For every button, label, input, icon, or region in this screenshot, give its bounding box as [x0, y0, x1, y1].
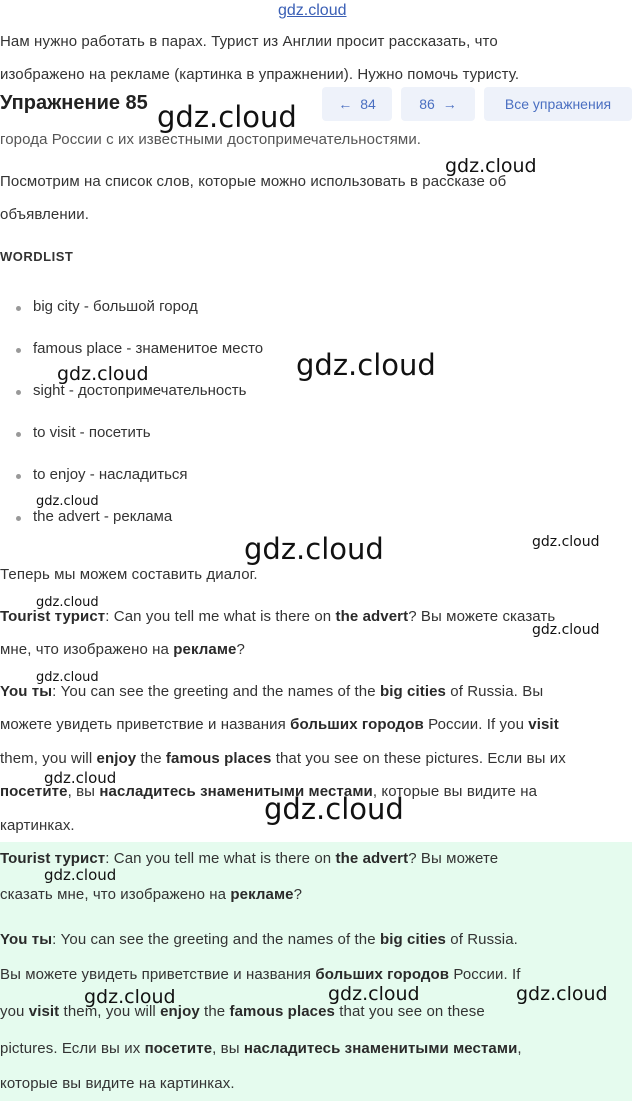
wordlist-intro-line-2: объявлении. — [0, 206, 89, 223]
wordlist-item-text: famous place - знаменитое место — [33, 340, 264, 357]
watermark-small: gdz.cloud — [36, 670, 99, 685]
bullet-icon — [16, 306, 21, 311]
green-answer-line-5: которые вы видите на картинках. — [0, 1075, 235, 1092]
watermark-medium: gdz.cloud — [84, 986, 176, 1008]
wordlist-item-text: to visit - посетить — [33, 424, 151, 441]
wordlist-item — [16, 340, 263, 357]
dialog-answer-line-5: картинках. — [0, 817, 75, 834]
dialog-question-line-2: мне, что изображено на рекламе? — [0, 641, 245, 658]
dialog-question-line-1: Tourist турист: Can you tell me what is there on the advert? Вы можете сказать — [0, 608, 556, 625]
wordlist-item-text: sight - достопримечательность — [33, 382, 247, 399]
bullet-icon — [16, 348, 21, 353]
wordlist-intro-line-1: Посмотрим на список слов, которые можно использовать в рассказе об — [0, 173, 507, 190]
wordlist-item-text: the advert - реклама — [33, 508, 173, 525]
watermark-medium: gdz.cloud — [328, 983, 420, 1005]
watermark-medium: gdz.cloud — [516, 983, 608, 1005]
dialog-answer-line-1: You ты: You can see the greeting and the names of the big cities of Russia. Вы — [0, 683, 544, 700]
watermark-small: gdz.cloud — [36, 494, 99, 509]
dialog-answer-line-3: them, you will enjoy the famous places that you see on these pictures. Если вы их — [0, 750, 566, 767]
watermark-small: gdz.cloud — [36, 595, 99, 610]
wordlist-item-text: big city - большой город — [33, 298, 198, 315]
watermark-large: gdz.cloud — [157, 100, 297, 134]
watermark-top: gdz.cloud — [278, 2, 347, 19]
dialog-intro: Теперь мы можем составить диалог. — [0, 566, 258, 583]
dialog-answer-line-2: можете увидеть приветствие и названия больших городов России. If you visit — [0, 716, 559, 733]
bullet-icon — [16, 390, 21, 395]
dialog-answer-line-4: посетите, вы насладитесь знаменитыми местами, которые вы видите на — [0, 783, 538, 800]
prev-exercise-label: 84 — [360, 96, 376, 112]
next-exercise-button[interactable] — [401, 87, 475, 121]
watermark-large: gdz.cloud — [296, 348, 436, 382]
all-exercises-button[interactable] — [484, 87, 632, 121]
watermark-large: gdz.cloud — [264, 792, 404, 826]
watermark-medium: gdz.cloud — [445, 155, 537, 177]
green-answer-line-3: you visit them, you will enjoy the famous places that you see on these — [0, 1003, 485, 1020]
page-title: Упражнение 85 — [0, 92, 148, 114]
green-question-line-1: Tourist турист: Can you tell me what is there on the advert? Вы можете — [0, 850, 499, 867]
prev-exercise-button[interactable] — [322, 87, 392, 121]
green-answer-line-1: You ты: You can see the greeting and the names of the big cities of Russia. — [0, 931, 518, 948]
wordlist-heading: WORDLIST — [0, 249, 74, 264]
green-answer-line-2: Вы можете увидеть приветствие и названия больших городов России. If — [0, 966, 521, 983]
watermark-medium: gdz.cloud — [57, 363, 149, 385]
arrow-right-icon: → — [442, 96, 457, 112]
green-question-line-2: сказать мне, что изображено на рекламе? — [0, 886, 303, 903]
all-exercises-label: Все упражнения — [504, 96, 612, 112]
intro-line-2: изображено на рекламе (картинка в упражнении). Нужно помочь туристу. — [0, 66, 520, 83]
bullet-icon — [16, 474, 21, 479]
partially-hidden-line: города России с их известными достопримечательностями. — [0, 131, 422, 148]
next-exercise-label: 86 — [419, 96, 435, 112]
bullet-icon — [16, 432, 21, 437]
watermark-small: gdz.cloud — [532, 534, 600, 550]
wordlist-item-text: to enjoy - насладиться — [33, 466, 188, 483]
wordlist-item — [16, 298, 198, 315]
watermark-small: gdz.cloud — [532, 622, 600, 638]
intro-line-1: Нам нужно работать в парах. Турист из Англии просит рассказать, что — [0, 33, 498, 50]
bullet-icon — [16, 516, 21, 521]
watermark-small: gdz.cloud — [44, 866, 117, 884]
watermark-large: gdz.cloud — [244, 532, 384, 566]
wordlist-item — [16, 466, 188, 483]
arrow-left-icon: ← — [338, 96, 353, 112]
green-answer-line-4: pictures. Если вы их посетите, вы насладитесь знаменитыми местами, — [0, 1040, 522, 1057]
wordlist-item — [16, 424, 151, 441]
wordlist-item — [16, 508, 172, 525]
watermark-small: gdz.cloud — [44, 769, 117, 787]
